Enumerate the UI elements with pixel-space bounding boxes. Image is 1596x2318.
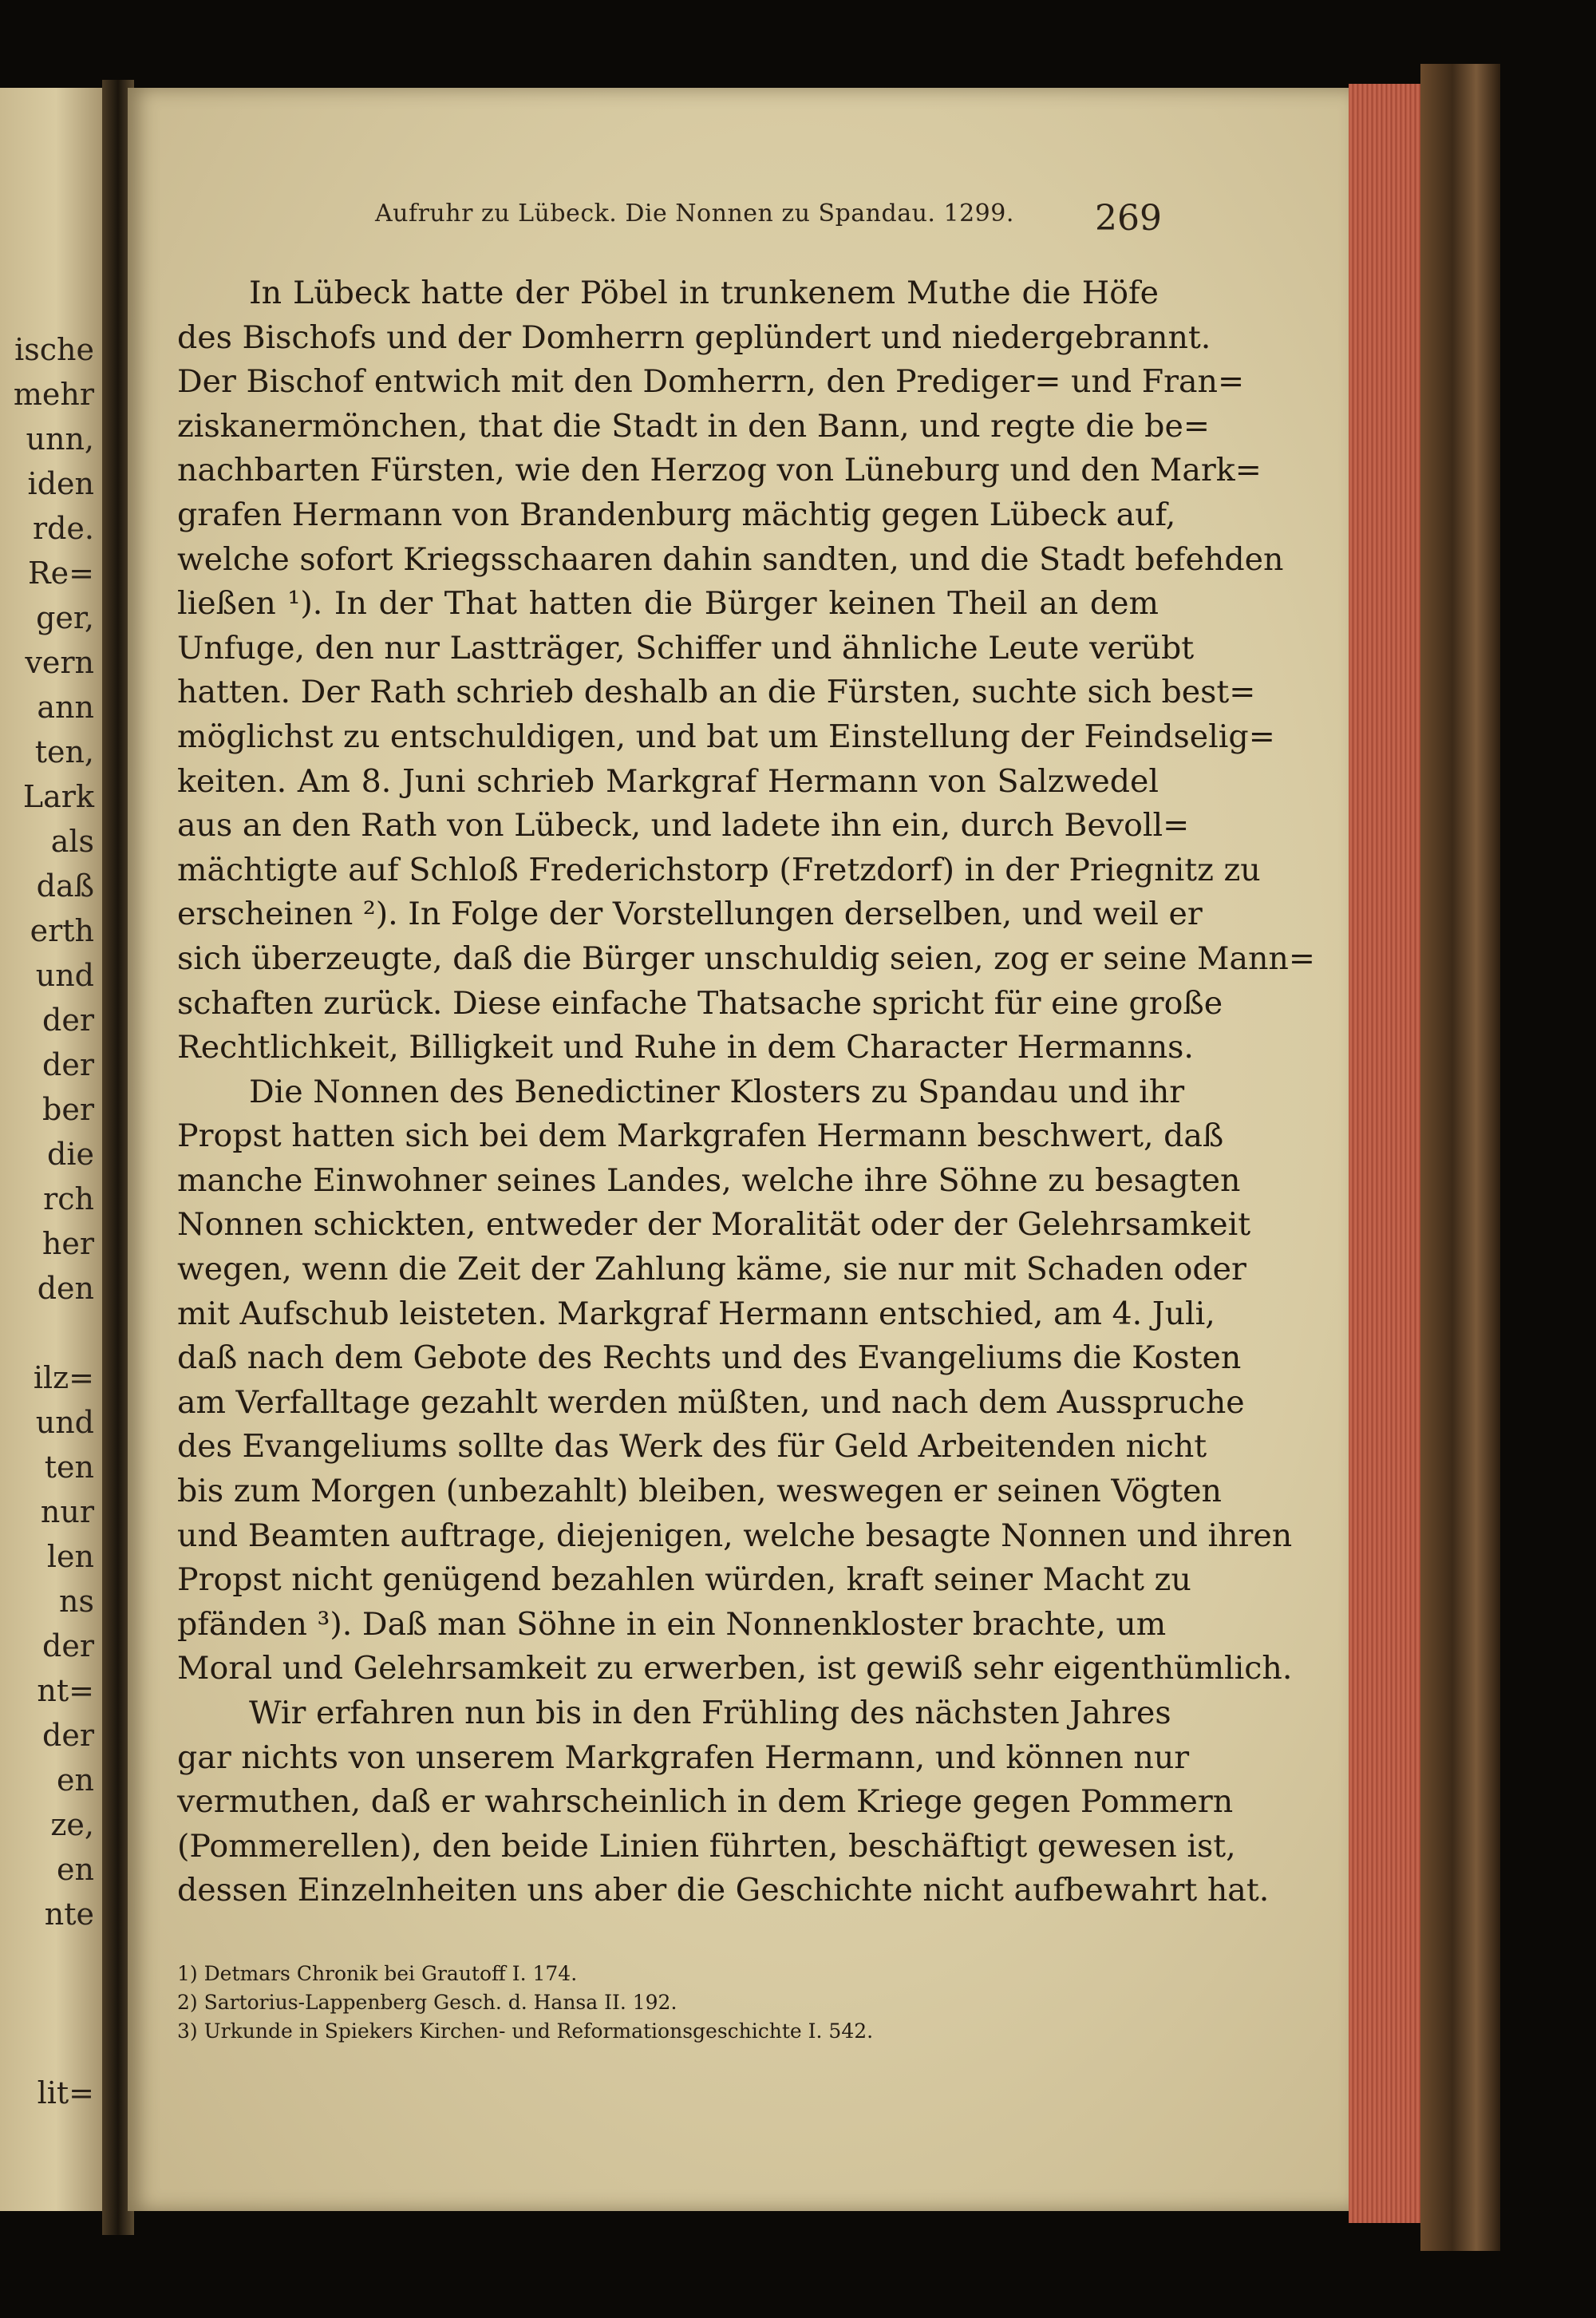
left-page-fragment: en: [57, 1852, 94, 1887]
text-line: des Bischofs und der Domherrn geplündert und niedergebrannt.: [177, 318, 1211, 356]
left-facing-page: [0, 88, 102, 2211]
left-page-fragment: ann: [37, 690, 94, 725]
left-page-fragment: nte: [44, 1897, 94, 1932]
page-edges: [1349, 84, 1420, 2223]
left-page-fragment: erth: [30, 913, 94, 948]
text-line: dessen Einzelnheiten uns aber die Geschichte nicht aufbewahrt hat.: [177, 1872, 1270, 1909]
text-line: Moral und Gelehrsamkeit zu erwerben, ist gewiß sehr eigenthümlich.: [177, 1650, 1293, 1687]
text-line: und Beamten auftrage, diejenigen, welche besagte Nonnen und ihren: [177, 1517, 1293, 1554]
book-cover-edge: [1420, 64, 1500, 2251]
text-line: Die Nonnen des Benedictiner Klosters zu Spandau und ihr: [249, 1073, 1185, 1110]
left-page-fragment: und: [35, 958, 94, 993]
left-page-fragment: len: [46, 1539, 94, 1574]
text-line: In Lübeck hatte der Pöbel in trunkenem Muthe die Höfe: [249, 275, 1159, 311]
text-line: mächtigte auf Schloß Frederichstorp (Fretzdorf) in der Priegnitz zu: [177, 851, 1261, 888]
footnote: 1) Detmars Chronik bei Grautoff I. 174.: [177, 1962, 578, 1985]
text-line: des Evangeliums sollte das Werk des für Geld Arbeitenden nicht: [177, 1428, 1207, 1466]
text-line: manche Einwohner seines Landes, welche ihre Söhne zu besagten: [177, 1161, 1241, 1199]
text-line: gar nichts von unserem Markgrafen Hermann, und können nur: [177, 1738, 1190, 1776]
text-line: am Verfalltage gezahlt werden müßten, und nach dem Ausspruche: [177, 1383, 1245, 1421]
left-page-fragment: mehr: [13, 377, 94, 412]
left-page-fragment: ten: [44, 1450, 94, 1485]
left-page-fragment: her: [41, 1226, 94, 1261]
footnotes: [177, 1960, 1055, 2046]
left-page-fragment: ische: [14, 332, 94, 367]
text-line: ziskanermönchen, that die Stadt in den Bann, und regte die be=: [177, 407, 1210, 445]
left-page-fragment: den: [37, 1271, 94, 1306]
text-line: vermuthen, daß er wahrscheinlich in dem Kriege gegen Pommern: [177, 1783, 1234, 1821]
text-line: sich überzeugte, daß die Bürger unschuldig seien, zog er seine Mann=: [177, 939, 1315, 977]
text-line: daß nach dem Gebote des Rechts und des Evangeliums die Kosten: [177, 1339, 1242, 1377]
text-line: keiten. Am 8. Juni schrieb Markgraf Hermann von Salzwedel: [177, 762, 1159, 800]
left-page-fragment: en: [57, 1762, 94, 1798]
left-page-fragment: ze,: [50, 1807, 94, 1842]
text-line: bis zum Morgen (unbezahlt) bleiben, weswegen er seinen Vögten: [177, 1473, 1222, 1510]
left-page-fragment: und: [35, 1405, 94, 1440]
left-page-fragment: ns: [59, 1584, 94, 1619]
left-page-fragment: ger,: [36, 600, 94, 635]
left-page-fragment: lit=: [37, 2075, 94, 2110]
footnote: 2) Sartorius-Lappenberg Gesch. d. Hansa II. 192.: [177, 1991, 678, 2014]
text-line: erscheinen ²). In Folge der Vorstellungen derselben, und weil er: [177, 896, 1203, 933]
left-page-fragment: rde.: [32, 511, 94, 546]
text-line: aus an den Rath von Lübeck, und ladete ihn ein, durch Bevoll=: [177, 807, 1190, 845]
left-page-fragment: der: [42, 1003, 94, 1038]
text-line: Propst hatten sich bei dem Markgrafen Hermann beschwert, daß: [177, 1117, 1224, 1155]
text-line: Propst nicht genügend bezahlen würden, kraft seiner Macht zu: [177, 1561, 1191, 1599]
left-page-fragment: ber: [42, 1092, 94, 1127]
text-line: (Pommerellen), den beide Linien führten, beschäftigt gewesen ist,: [177, 1827, 1236, 1865]
left-page-fragment: unn,: [26, 421, 94, 457]
left-page-fragment: Re=: [28, 556, 94, 591]
text-line: pfänden ³). Daß man Söhne in ein Nonnenkloster brachte, um: [177, 1605, 1167, 1643]
left-page-fragment: Lark: [22, 779, 94, 814]
left-page-fragment: der: [42, 1718, 94, 1753]
left-page-fragment: der: [42, 1628, 94, 1663]
left-page-fragment: als: [50, 824, 94, 859]
text-line: schaften zurück. Diese einfache Thatsache spricht für eine große: [177, 984, 1223, 1022]
left-page-fragment: [0, 2026, 94, 2071]
text-line: Wir erfahren nun bis in den Frühling des nächsten Jahres: [249, 1695, 1171, 1731]
text-line: Rechtlichkeit, Billigkeit und Ruhe in dem Character Hermanns.: [177, 1029, 1194, 1066]
text-line: wegen, wenn die Zeit der Zahlung käme, sie nur mit Schaden oder: [177, 1251, 1246, 1288]
text-line: grafen Hermann von Brandenburg mächtig gegen Lübeck auf,: [177, 496, 1176, 533]
text-line: welche sofort Kriegsschaaren dahin sandten, und die Stadt befehden: [177, 540, 1284, 578]
text-line: hatten. Der Rath schrieb deshalb an die Fürsten, suchte sich best=: [177, 674, 1256, 711]
body-text: [177, 271, 1315, 1913]
text-line: Nonnen schickten, entweder der Moralität oder der Gelehrsamkeit: [177, 1206, 1251, 1244]
text-line: ließen ¹). In der That hatten die Bürger keinen Theil an dem: [177, 585, 1159, 623]
left-page-fragment: [0, 1311, 94, 1355]
left-page-fragment: [0, 1936, 94, 1981]
left-page-fragment: die: [47, 1137, 94, 1172]
running-title: Aufruhr zu Lübeck. Die Nonnen zu Spandau. 1299.: [375, 200, 1014, 227]
left-page-fragment: daß: [36, 868, 94, 904]
left-page-fragment: rch: [43, 1181, 94, 1216]
left-page-fragment: ten,: [34, 734, 94, 769]
left-page-fragment: ilz=: [33, 1360, 94, 1395]
left-page-fragment: der: [42, 1047, 94, 1082]
left-page-fragment: [0, 1981, 94, 2026]
text-line: möglichst zu entschuldigen, und bat um Einstellung der Feindselig=: [177, 718, 1275, 755]
page-number: 269: [1095, 198, 1162, 239]
left-page-fragment: vern: [25, 645, 94, 680]
text-line: Unfuge, den nur Lastträger, Schiffer und ähnliche Leute verübt: [177, 629, 1195, 667]
text-line: nachbarten Fürsten, wie den Herzog von Lüneburg und den Mark=: [177, 452, 1262, 489]
footnote: 3) Urkunde in Spiekers Kirchen- und Reformationsgeschichte I. 542.: [177, 2019, 874, 2043]
left-page-fragment: nur: [40, 1494, 94, 1529]
left-page-fragment: nt=: [37, 1673, 94, 1708]
text-line: mit Aufschub leisteten. Markgraf Hermann entschied, am 4. Juli,: [177, 1295, 1215, 1332]
left-page-fragments: [0, 327, 94, 2115]
left-page-fragment: iden: [27, 466, 94, 501]
text-line: Der Bischof entwich mit den Domherrn, den Prediger= und Fran=: [177, 363, 1245, 401]
